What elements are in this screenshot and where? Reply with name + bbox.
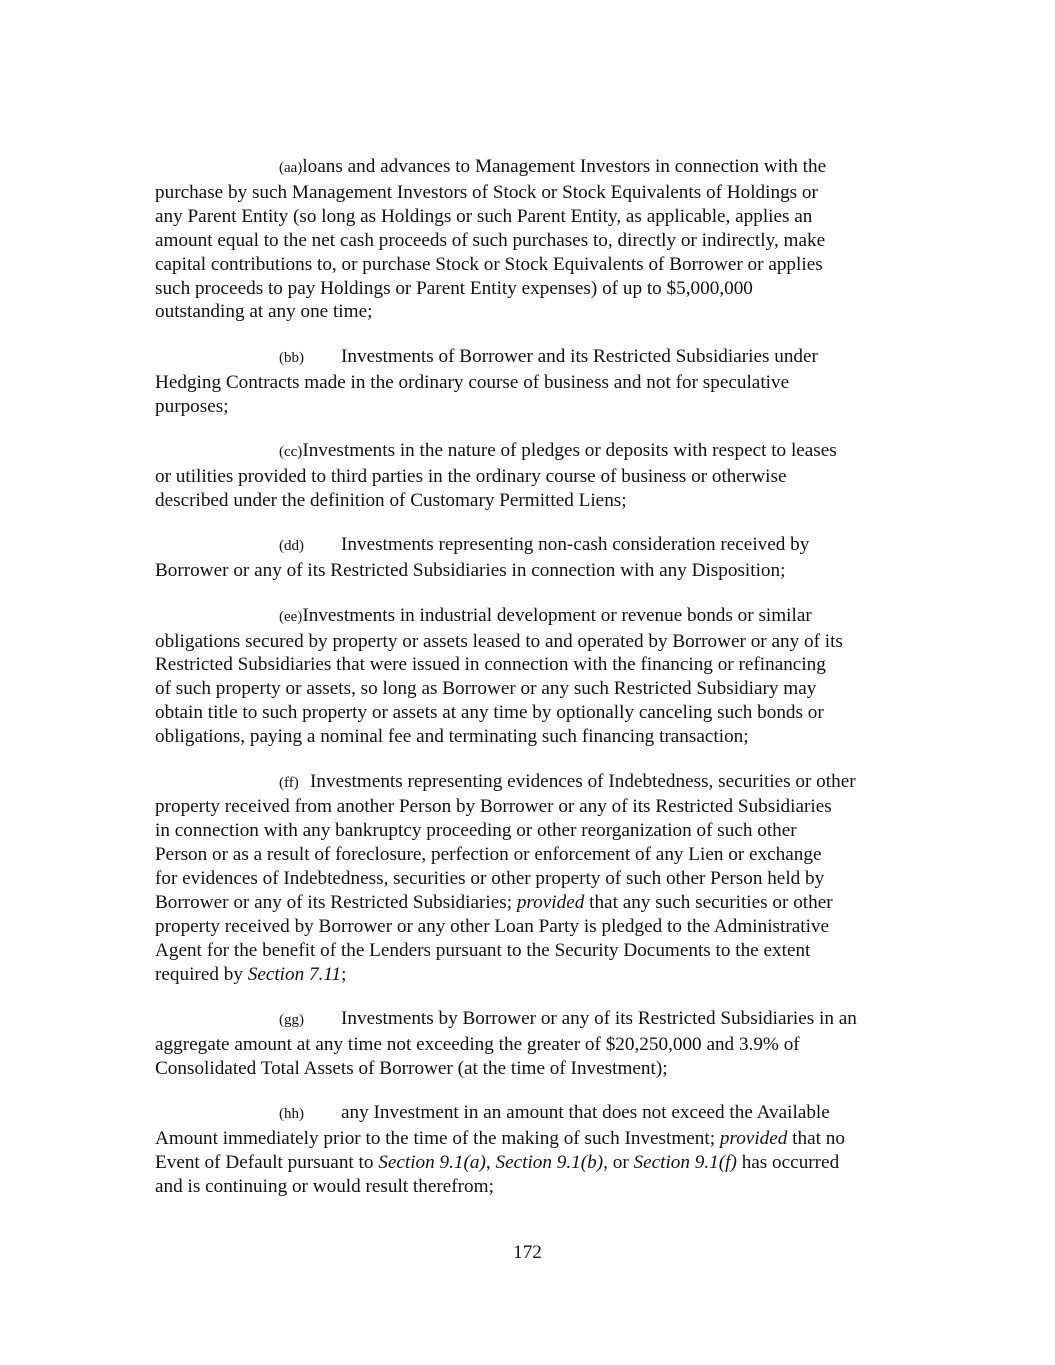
clause-bb: (bb) Investments of Borrower and its Restricted Subsidiaries under Hedging Contracts made in the ordinary course of business and not for speculative purposes;	[155, 345, 818, 417]
page-number: 172	[513, 1242, 542, 1263]
clause-aa: (aa)loans and advances to Management Investors in connection with the purchase by such Management Investors of Stock or Stock Equivalents of Holdings or any Parent Entity (so long as Holdings or such Parent Entity, as applicable, applies an amount equal to the net cash proceeds of such purchases to, directly or indirectly, make capital contributions to, or purchase Stock or Stock Equivalents of Borrower or applies such proceeds to pay Holdings or Parent Entity expenses) of up to $5,000,000 outstanding at any one time;	[155, 156, 827, 323]
clause-cc: (cc)Investments in the nature of pledges or deposits with respect to leases or utilities provided to third parties in the ordinary course of business or otherwise described under the definition of Customary Permitted Liens;	[155, 440, 837, 511]
provided-term: provided	[719, 1128, 788, 1150]
clause-dd: (dd) Investments representing non-cash consideration received by Borrower or any of its Restricted Subsidiaries in connection with any Disposition;	[155, 534, 810, 582]
clause-ee: (ee)Investments in industrial development or revenue bonds or similar obligations secured by property or assets leased to and operated by Borrower or any of its Restricted Subsidiaries that were issued in connection with the financing or refinancing of such property or assets, so long as Borrower or any such Restricted Subsidiary may obtain title to such property or assets at any time by optionally canceling such bonds or obligations, paying a nominal fee and terminating such financing transaction;	[155, 604, 843, 748]
section-reference: Section 9.1(a)	[378, 1152, 486, 1174]
document-body	[155, 155, 915, 1220]
clause-label: (aa)	[279, 160, 303, 176]
clause-label: (cc)	[279, 444, 303, 461]
clause-label: (gg)	[279, 1012, 304, 1029]
clause-label: (ff)	[279, 774, 299, 791]
clause-hh: (hh) any Investment in an amount that does not exceed the Available Amount immediately prior to the time of the making of such Investment; provided that no Event of Default pursuant to Section 9.1(a), Section 9.1(b), or Section 9.1(f) has occurred and is continuing or would result therefrom;	[155, 1102, 845, 1198]
section-reference: Section 9.1(f)	[633, 1152, 737, 1174]
section-reference: Section 7.11	[247, 963, 342, 985]
clause-label: (bb)	[279, 349, 304, 366]
clause-label: (ee)	[279, 608, 303, 625]
clause-ff: (ff) Investments representing evidences of Indebtedness, securities or other property received from another Person by Borrower or any of its Restricted Subsidiaries in connection with any bankruptcy proceeding or other reorganization of such other Person or as a result of foreclosure, perfection or enforcement of any Lien or exchange for evidences of Indebtedness, securities or other property of such other Person held by Borrower or any of its Restricted Subsidiaries; provided that any such securities or other property received by Borrower or any other Loan Party is pledged to the Administrative Agent for the benefit of the Lenders pursuant to the Security Documents to the extent required by Section 7.11;	[155, 770, 856, 985]
provided-term: provided	[516, 892, 585, 914]
clause-label: (hh)	[279, 1106, 304, 1123]
section-reference: Section 9.1(b)	[495, 1152, 604, 1174]
clause-label: (dd)	[279, 538, 304, 555]
clause-gg: (gg) Investments by Borrower or any of its Restricted Subsidiaries in an aggregate amount at any time not exceeding the greater of $20,250,000 and 3.9% of Consolidated Total Assets of Borrower (at the time of Investment);	[155, 1008, 857, 1079]
